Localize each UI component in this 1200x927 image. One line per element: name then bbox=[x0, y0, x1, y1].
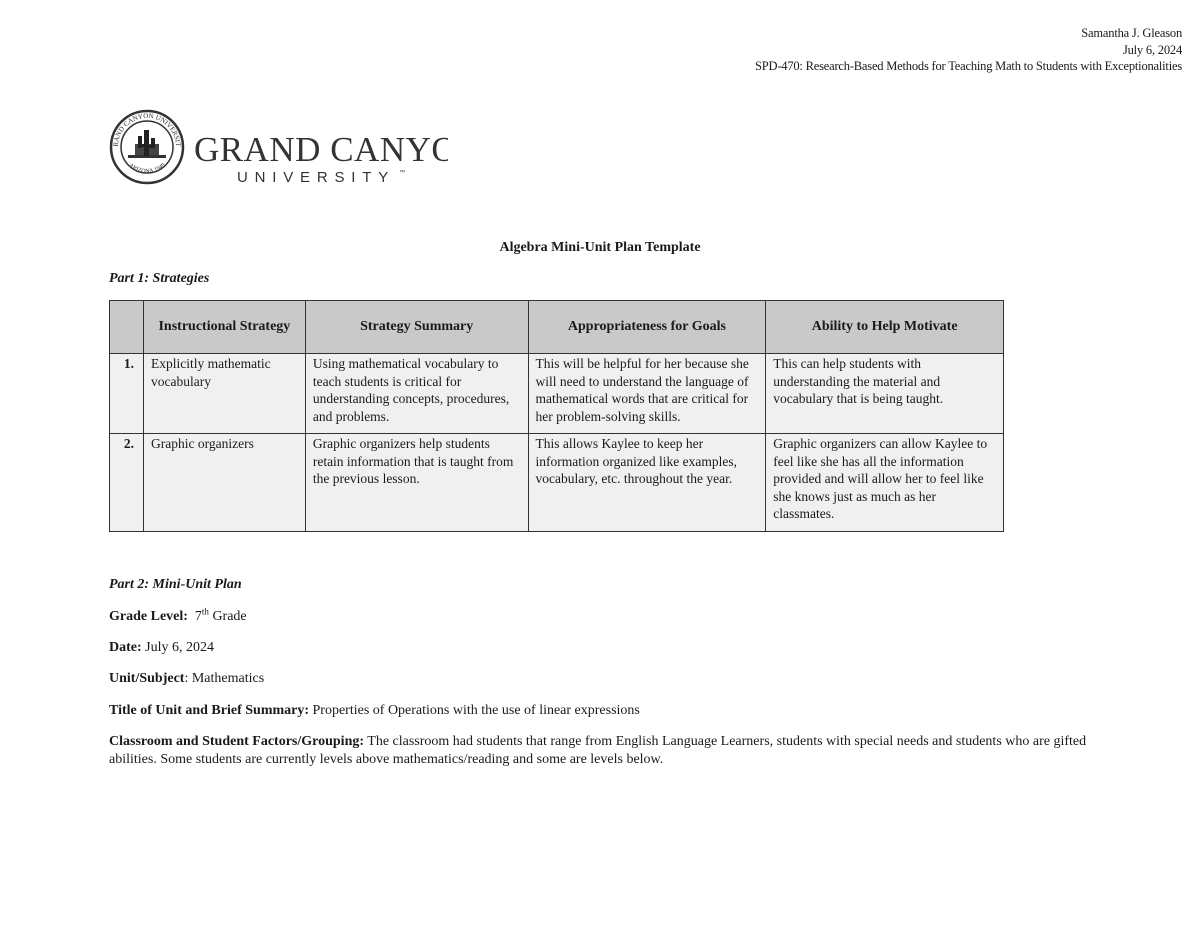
gcu-seal-icon bbox=[108, 108, 448, 186]
svg-text:GRAND CANYON UNIVERSITY: RAND CANYON UNIVERSIT bbox=[111, 111, 183, 147]
cell-goals: This will be helpful for her because she will need to understand the language of mathematical words that are critical for her problem-solving skills. bbox=[528, 354, 766, 434]
date-field bbox=[109, 639, 214, 657]
header-motivate: Ability to Help Motivate bbox=[766, 301, 1004, 354]
unit-title-field bbox=[109, 702, 640, 720]
svg-text:™: ™ bbox=[399, 170, 405, 176]
unit-subject-field bbox=[109, 670, 264, 688]
author-name: Samantha J. Gleason bbox=[1081, 26, 1182, 40]
classroom-factors-value: The classroom had students that range from English Language Learners, students with special needs and students who are gifted abilities. Some students are currently levels above mathematics/reading and some are levels below. bbox=[109, 734, 1087, 767]
cell-motivate: This can help students with understanding the material and vocabulary that is being taught. bbox=[766, 354, 1004, 434]
grade-level-suffix: th bbox=[201, 606, 209, 617]
table-header-row bbox=[110, 301, 1004, 354]
part1-heading: Part 1: Strategies bbox=[109, 271, 210, 286]
cell-strategy: Graphic organizers bbox=[143, 434, 305, 532]
cell-summary: Using mathematical vocabulary to teach students is critical for understanding concepts, procedures, and problems. bbox=[305, 354, 528, 434]
logo-subtitle: UNIVERSITY bbox=[237, 169, 396, 186]
header-appropriateness: Appropriateness for Goals bbox=[528, 301, 766, 354]
logo-wordmark: GRAND CANYO bbox=[194, 130, 448, 169]
header-instructional-strategy: Instructional Strategy bbox=[143, 301, 305, 354]
grade-level-label: Grade Level: bbox=[109, 609, 188, 624]
cell-summary: Graphic organizers help students retain information that is taught from the previous lesson. bbox=[305, 434, 528, 532]
classroom-factors-field bbox=[109, 733, 1099, 769]
unit-title-value: Properties of Operations with the use of linear expressions bbox=[312, 703, 640, 718]
part2-heading: Part 2: Mini-Unit Plan bbox=[109, 577, 242, 592]
unit-title-label: Title of Unit and Brief Summary: bbox=[109, 703, 310, 718]
unit-subject-label: Unit/Subject bbox=[109, 671, 185, 686]
grade-level-field bbox=[109, 608, 247, 626]
strategies-table bbox=[109, 300, 1004, 532]
cell-motivate: Graphic organizers can allow Kaylee to feel like she has all the information provided and will allow her to feel like she knows just as much as her classmates. bbox=[766, 434, 1004, 532]
date-label: Date: bbox=[109, 640, 142, 655]
row-number: 2. bbox=[110, 434, 144, 532]
cell-strategy: Explicitly mathematic vocabulary bbox=[143, 354, 305, 434]
row-number: 1. bbox=[110, 354, 144, 434]
table-row bbox=[110, 354, 1004, 434]
grade-level-number: 7 bbox=[194, 609, 202, 624]
header-date: July 6, 2024 bbox=[1122, 42, 1182, 57]
grade-level-word: Grade bbox=[212, 609, 247, 624]
date-value: July 6, 2024 bbox=[145, 640, 214, 655]
document-title: Algebra Mini-Unit Plan Template bbox=[499, 240, 701, 255]
header-strategy-summary: Strategy Summary bbox=[305, 301, 528, 354]
cell-goals: This allows Kaylee to keep her information organized like examples, vocabulary, etc. throughout the year. bbox=[528, 434, 766, 532]
classroom-factors-label: Classroom and Student Factors/Grouping: bbox=[109, 734, 365, 749]
unit-subject-value: : Mathematics bbox=[184, 671, 265, 686]
page-header bbox=[755, 25, 1182, 75]
table-row bbox=[110, 434, 1004, 532]
header-num bbox=[110, 301, 144, 354]
course-title: SPD-470: Research-Based Methods for Teaching Math to Students with Exceptionalities bbox=[754, 59, 1182, 73]
svg-text:ARIZONA 1949: ARIZONA 1949 bbox=[127, 162, 167, 175]
gcu-logo bbox=[108, 108, 448, 186]
